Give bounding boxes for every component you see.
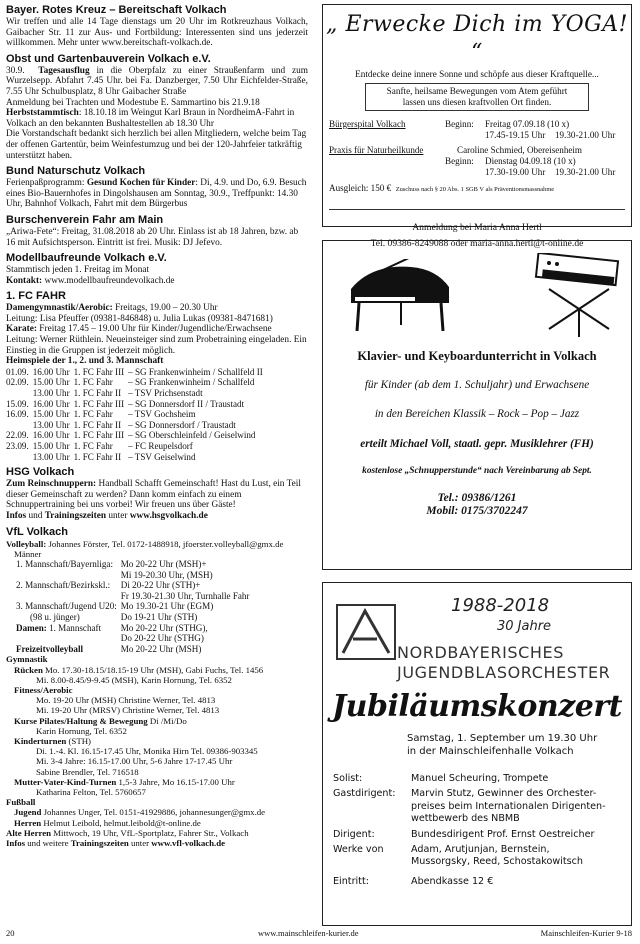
game-time: 13.00 Uhr bbox=[32, 388, 70, 399]
game-time: 15.00 Uhr bbox=[32, 441, 70, 451]
vfl-herren: Herren Helmut Leibold, helmut.leibold@t-online.de bbox=[14, 817, 201, 828]
vfl-pilates: Kurse Pilates/Haltung & Bewegung Di /Mi/Do bbox=[14, 715, 187, 726]
obst-anmeldung: Anmeldung bei Trachten und Modestube E. Sammartino bis 21.9.18 bbox=[6, 97, 260, 108]
jbo-detail-value: Marvin Stutz, Gewinner des Orchester- preises beim Internationalen Dirigenten- wettbewerb des NBMB bbox=[411, 788, 606, 825]
game-away: – TSV Prichsenstadt bbox=[128, 388, 203, 399]
burschen-text: „Ariwa-Fete“: Freitag, 31.08.2018 ab 20 Uhr. Einlass ist ab 18 Jahren, bzw. ab 16 mit Aufsichtsperson. Eintritt ist frei. Musik: DJ Jefevo. bbox=[6, 226, 299, 248]
klavier-illustrations bbox=[323, 241, 631, 343]
vfl-heading: VfL Volkach bbox=[6, 525, 68, 538]
game-date bbox=[6, 420, 33, 431]
vfl-pilates2: Karin Hornung, Tel. 6352 bbox=[36, 725, 127, 736]
obst-ausflug: 30.9. Tagesausflug in die Oberpfalz zu einer Straußenfarm und zum Wurzelsepp. Abfahrt 7.45 Uhr. bei Fa. Danzberger, 7.50 Uhr Eichfelder-Straße, 7.55 Uhr Schulbusplatz, 8 Uhr Gaibacher Straße bbox=[6, 65, 308, 97]
game-row bbox=[6, 388, 263, 399]
game-date: 01.09. bbox=[6, 366, 29, 377]
yoga-loc2-date: Dienstag 04.09.18 (10 x) bbox=[485, 156, 576, 166]
jbo-detail-label: Gastdirigent: bbox=[333, 788, 396, 800]
naturschutz-heading: Bund Naturschutz Volkach bbox=[6, 165, 146, 178]
jbo-detail-row bbox=[333, 844, 629, 869]
game-away: – SG Oberschleinfeld / Geiselwind bbox=[128, 430, 256, 441]
yoga-title: „ Erwecke Dich im YOGA! “ bbox=[326, 12, 628, 65]
game-home: 1. FC Fahr III bbox=[73, 398, 125, 409]
game-row bbox=[6, 367, 263, 378]
yoga-loc1-t1: 17.45-19.15 Uhr bbox=[485, 130, 546, 140]
yoga-ausgleich: Ausgleich: 150 € Zuschuss nach § 20 Abs. 1 SGB V als Präventionsmassnahme bbox=[329, 183, 555, 193]
obst-stammtisch: Herbststammtisch: 18.10.18 im Weingut Karl Braun in NordheimA-Fahrt in Volkach an den bekannten Bushaltestellen ab 18.30 Uhr bbox=[6, 108, 295, 129]
game-time: 16.00 Uhr bbox=[32, 430, 70, 441]
klavier-mobil: Mobil: 0175/3702247 bbox=[426, 505, 528, 517]
vfl-kinder1: Di. 1.-4. Kl. 16.15-17.45 Uhr, Monika Hirn Tel. 09386-903345 bbox=[36, 746, 258, 757]
fc-fahr-heading: 1. FC FAHR bbox=[6, 290, 66, 303]
yoga-tagline2: lassen uns diesen kraftvollen Ort finden. bbox=[402, 97, 552, 107]
jbo-detail-label: Dirigent: bbox=[333, 828, 375, 840]
fc-gym-leitung: Leitung: Lisa Pfeuffer (09381-846848) u. Julia Lukas (09381-8471681) bbox=[6, 313, 273, 324]
jbo-years: 1988-2018 bbox=[451, 595, 550, 616]
fc-heimspiele: Heimspiele der 1., 2. und 3. Mannschaft bbox=[6, 356, 164, 367]
yoga-loc2-t2: 19.30-21.00 Uhr bbox=[555, 167, 616, 177]
obst-dank: Die Vorstandschaft bedankt sich herzlich bei allen Mitgliedern, welche beim Tag der offenen Gartentür, beim Weinfestumzug und bei der 120-Jahrfeier tatkräftig unterstützt haben. bbox=[6, 129, 307, 161]
vfl-kinder2: Mi. 3-4 Jahre: 16.15-17.00 Uhr, 5-6 Jahre 17-17.45 Uhr bbox=[36, 756, 233, 767]
vfl-infos: Infos und weitere Trainingszeiten unter www.vfl-volkach.de bbox=[6, 837, 226, 848]
jbo-detail-row bbox=[333, 876, 629, 888]
vfl-alte: Alte Herren Mittwoch, 19 Uhr, VfL-Sportplatz, Fahrer Str., Volkach bbox=[6, 827, 249, 838]
klavier-schnupper: kostenlose „Schnupperstunde“ nach Vereinbarung ab Sept. bbox=[362, 466, 592, 476]
jbo-detail-value: Adam, Arutjunjan, Bernstein, Mussorgsky, Reed, Schostakowitsch bbox=[411, 844, 583, 868]
vfl-ruecken2: Mi. 8.00-8.45/9-9.45 (MSH), Karin Hornung, Tel. 6352 bbox=[36, 674, 232, 685]
game-home: 1. FC Fahr bbox=[73, 377, 113, 388]
game-date: 15.09. bbox=[6, 398, 29, 409]
game-date: 23.09. bbox=[6, 441, 29, 451]
game-time: 16.00 Uhr bbox=[32, 366, 70, 377]
vfl-fitness2: Mi. 19-20 Uhr (MRSV) Christine Werner, Tel. 4813 bbox=[36, 705, 220, 716]
game-home: 1. FC Fahr bbox=[73, 441, 113, 451]
jbo-detail-label: Werke von bbox=[333, 844, 384, 856]
jbo-detail-row bbox=[333, 773, 629, 785]
vfl-muki2: Katharina Felton, Tel. 5760657 bbox=[36, 786, 146, 797]
jbo-detail-label: Eintritt: bbox=[333, 875, 369, 887]
klavier-ad bbox=[322, 240, 632, 570]
game-row bbox=[6, 409, 263, 420]
game-time: 15.00 Uhr bbox=[32, 409, 70, 420]
klavier-title: Klavier- und Keyboardunterricht in Volkach bbox=[357, 349, 597, 363]
klavier-teacher: erteilt Michael Voll, staatl. gepr. Musiklehrer (FH) bbox=[360, 438, 594, 450]
vfl-kinder: Kinderturnen (STH) bbox=[14, 735, 91, 746]
jbo-org1: NORDBAYERISCHES bbox=[397, 643, 565, 662]
game-time: 15.00 Uhr bbox=[32, 377, 70, 388]
game-row bbox=[6, 430, 263, 441]
page-number: 20 bbox=[6, 928, 15, 938]
yoga-loc1-date: Freitag 07.09.18 (10 x) bbox=[485, 119, 570, 129]
modellbau-kontakt: Kontakt: www.modellbaufreundevolkach.de bbox=[6, 275, 175, 286]
jbo-concert-title: Jubiläumskonzert bbox=[331, 689, 623, 724]
vfl-muki: Mutter-Vater-Kind-Turnen 1,5-3 Jahre, Mo 16.15-17.00 Uhr bbox=[14, 776, 235, 787]
game-row bbox=[6, 452, 263, 463]
jbo-detail-value: Manuel Scheuring, Trompete bbox=[411, 773, 549, 784]
game-away: – TSV Gochsheim bbox=[128, 409, 196, 420]
game-row bbox=[6, 399, 263, 410]
yoga-loc2: Praxis für Naturheilkunde bbox=[329, 145, 424, 155]
jbo-logo bbox=[335, 603, 397, 661]
rotes-kreuz-text: Wir treffen und alle 14 Tage dienstags um 20 Uhr im Rotkreuzhaus Volkach, Gaibacher Str. 11 zur Aus- und Fortbildung: Interessenten sind uns jederzeit willkommen. Mehr unter www.bereitschaft-volkach.de. bbox=[6, 17, 308, 49]
hsg-text: Zum Reinschnuppern: Handball Schafft Gemeinschaft! Hast du Lust, ein Teil dieser Gemeinschaft zu werden? Dann komm einfach zu einem Schnuppertraining bei uns vorbei! Wir freuen uns über Gäste! bbox=[6, 479, 301, 511]
game-home: 1. FC Fahr II bbox=[73, 451, 122, 462]
klavier-line2: in den Bereichen Klassik – Rock – Pop – Jazz bbox=[374, 408, 580, 420]
game-time: 13.00 Uhr bbox=[32, 419, 70, 430]
jbo-detail-value: Bundesdirigent Prof. Ernst Oestreicher bbox=[411, 828, 595, 840]
jbo-jahre: 30 Jahre bbox=[497, 619, 552, 634]
game-date bbox=[6, 388, 33, 399]
yoga-ad bbox=[322, 4, 632, 249]
game-away: – TSV Geiselwind bbox=[128, 451, 196, 462]
yoga-schedule bbox=[323, 111, 631, 195]
jbo-ad bbox=[322, 582, 632, 926]
obst-heading: Obst und Gartenbauverein Volkach e.V. bbox=[6, 52, 211, 65]
game-row bbox=[6, 441, 263, 452]
game-date: 22.09. bbox=[6, 430, 29, 441]
fc-gymnastik: Damengymnastik/Aerobic: Freitags, 19.00 – 20.30 Uhr bbox=[6, 303, 218, 314]
game-away: – SG Frankenwinheim / Schallfeld II bbox=[128, 366, 263, 377]
yoga-loc1-t2: 19.30-21.00 Uhr bbox=[555, 130, 616, 140]
game-home: 1. FC Fahr III bbox=[73, 366, 125, 377]
hsg-infos: Infos und Trainingszeiten unter www.hsgvolkach.de bbox=[6, 510, 208, 521]
jbo-date: Samstag, 1. September um 19.30 Uhr bbox=[407, 733, 598, 744]
burschen-heading: Burschenverein Fahr am Main bbox=[6, 213, 164, 226]
yoga-loc2-name: Caroline Schmied, Obereisenheim bbox=[457, 145, 583, 155]
yoga-subtitle: Entdecke deine innere Sonne und schöpfe aus dieser Kraftquelle... bbox=[355, 69, 599, 79]
game-away: – SG Frankenwinheim / Schallfeld bbox=[128, 377, 255, 388]
orchestra-logo-icon bbox=[335, 603, 397, 661]
jbo-detail-row bbox=[333, 829, 629, 841]
game-away: – FC Reupelsdorf bbox=[128, 441, 193, 451]
yoga-tagline-box bbox=[365, 83, 589, 111]
vfl-kinder3: Sabine Brendler, Tel. 716518 bbox=[36, 766, 139, 777]
jbo-detail-label: Solist: bbox=[333, 773, 363, 784]
game-row bbox=[6, 420, 263, 431]
jbo-detail-row bbox=[333, 788, 629, 825]
yoga-beginn1: Beginn: bbox=[445, 119, 474, 129]
vfl-fussball: Fußball bbox=[6, 797, 36, 808]
klavier-line1: für Kinder (ab dem 1. Schuljahr) und Erwachsene bbox=[364, 379, 590, 391]
vfl-fitness: Fitness/Aerobic bbox=[14, 684, 73, 695]
modellbau-heading: Modellbaufreunde Volkach e.V. bbox=[6, 252, 167, 265]
naturschutz-text: Ferienpaßprogramm: Gesund Kochen für Kinder: Di, 4.9. und Do, 6.9. Besuch eines Bio-Bauernhofes in Dingolshausen am Sonntag, 30.9., Treffpunkt: 14.30 Uhr, Bahnhof Volkach, Fahrt mit dem Bürgerbus bbox=[6, 178, 307, 210]
game-home: 1. FC Fahr bbox=[73, 409, 113, 420]
game-away: – SG Donnersdorf II / Traustadt bbox=[128, 398, 245, 409]
left-column bbox=[6, 4, 308, 848]
klavier-tel: Tel.: 09386/1261 bbox=[437, 492, 517, 504]
vfl-fitness1: Mo. 19-20 Uhr (MSH) Christine Werner, Tel. 4813 bbox=[36, 695, 216, 706]
game-date: 16.09. bbox=[6, 409, 29, 420]
modellbau-stammtisch: Stammtisch jeden 1. Freitag im Monat bbox=[6, 265, 150, 276]
grand-piano-icon bbox=[341, 259, 461, 339]
hsg-heading: HSG Volkach bbox=[6, 466, 75, 479]
game-home: 1. FC Fahr II bbox=[73, 388, 122, 399]
fc-karate: Karate: Freitag 17.45 – 19.00 Uhr für Kinder/Jugendliche/Erwachsene bbox=[6, 324, 272, 335]
yoga-anmeldung: Anmeldung bei Maria Anna Hertl bbox=[412, 222, 542, 233]
vfl-volley-table: 1. Mannschaft/Bayernliga: Mo 20-22 Uhr (MSH)+ Mi 19-20.30 Uhr, (MSH) 2. Mannschaft/Bezirkskl.: Di 20-22 Uhr (STH)+ Fr 19.30-21.30 Uhr, Turnhalle Fahr 3. Mannschaft/Jugend U20: Mo 19.30-21 Uhr (EGM) (98 u. jünger) Do 19-21 Uhr (STH) Damen: 1. Mannschaft Mo 20-22 Uhr (STHG), Do 20-22 Uhr (STHG) Freizeitvolleyball Mo 20-22 Uhr (MSH) bbox=[16, 558, 250, 654]
game-home: 1. FC Fahr II bbox=[73, 419, 122, 430]
footer-url: www.mainschleifen-kurier.de bbox=[258, 928, 359, 938]
rotes-kreuz-heading: Bayer. Rotes Kreuz – Bereitschaft Volkach bbox=[6, 4, 227, 16]
game-home: 1. FC Fahr III bbox=[73, 430, 125, 441]
game-date bbox=[6, 452, 33, 463]
vfl-maenner: Männer bbox=[14, 548, 42, 559]
yoga-tagline1: Sanfte, heilsame Bewegungen vom Atem geführt bbox=[386, 86, 568, 96]
yoga-beginn2: Beginn: bbox=[445, 156, 474, 166]
game-date: 02.09. bbox=[6, 377, 29, 388]
jbo-details bbox=[333, 773, 629, 891]
fc-karate-leitung: Leitung: Werner Rüthlein. Neueinsteiger sind zum Probetraining eingeladen. Ein Einstieg in die Gruppen ist jederzeit möglich. bbox=[6, 335, 307, 356]
vfl-gymnastik: Gymnastik bbox=[6, 654, 48, 665]
game-time: 13.00 Uhr bbox=[32, 451, 70, 462]
game-away: – SG Donnersdorf / Traustadt bbox=[128, 419, 236, 430]
jbo-detail-value: Abendkasse 12 € bbox=[411, 875, 494, 887]
jbo-venue: in der Mainschleifenhalle Volkach bbox=[407, 746, 574, 757]
jbo-org2: JUGENDBLASORCHESTER bbox=[397, 663, 611, 682]
yoga-loc1: Bürgerspital Volkach bbox=[329, 119, 406, 129]
yoga-tel: Tel. 09386-8249088 oder maria-anna.hertl@t-online.de bbox=[370, 238, 584, 249]
game-time: 16.00 Uhr bbox=[32, 398, 70, 409]
yoga-loc2-t1: 17.30-19.00 Uhr bbox=[485, 167, 546, 177]
fc-games-table bbox=[6, 367, 263, 462]
vfl-ruecken: Rücken Mo. 17.30-18.15/18.15-19 Uhr (MSH), Gabi Fuchs, Tel. 1456 bbox=[14, 664, 264, 675]
keyboard-icon bbox=[529, 253, 629, 343]
game-row bbox=[6, 377, 263, 388]
vfl-jugend: Jugend Johannes Unger, Tel. 0151-41929886, johannesunger@gmx.de bbox=[14, 807, 266, 818]
footer-issue: Mainschleifen-Kurier 9-18 bbox=[540, 928, 632, 938]
vfl-section bbox=[6, 539, 308, 849]
vfl-volleyball: Volleyball: Johannes Förster, Tel. 0172-1488918, jfoerster.volleyball@gmx.de bbox=[6, 538, 284, 549]
